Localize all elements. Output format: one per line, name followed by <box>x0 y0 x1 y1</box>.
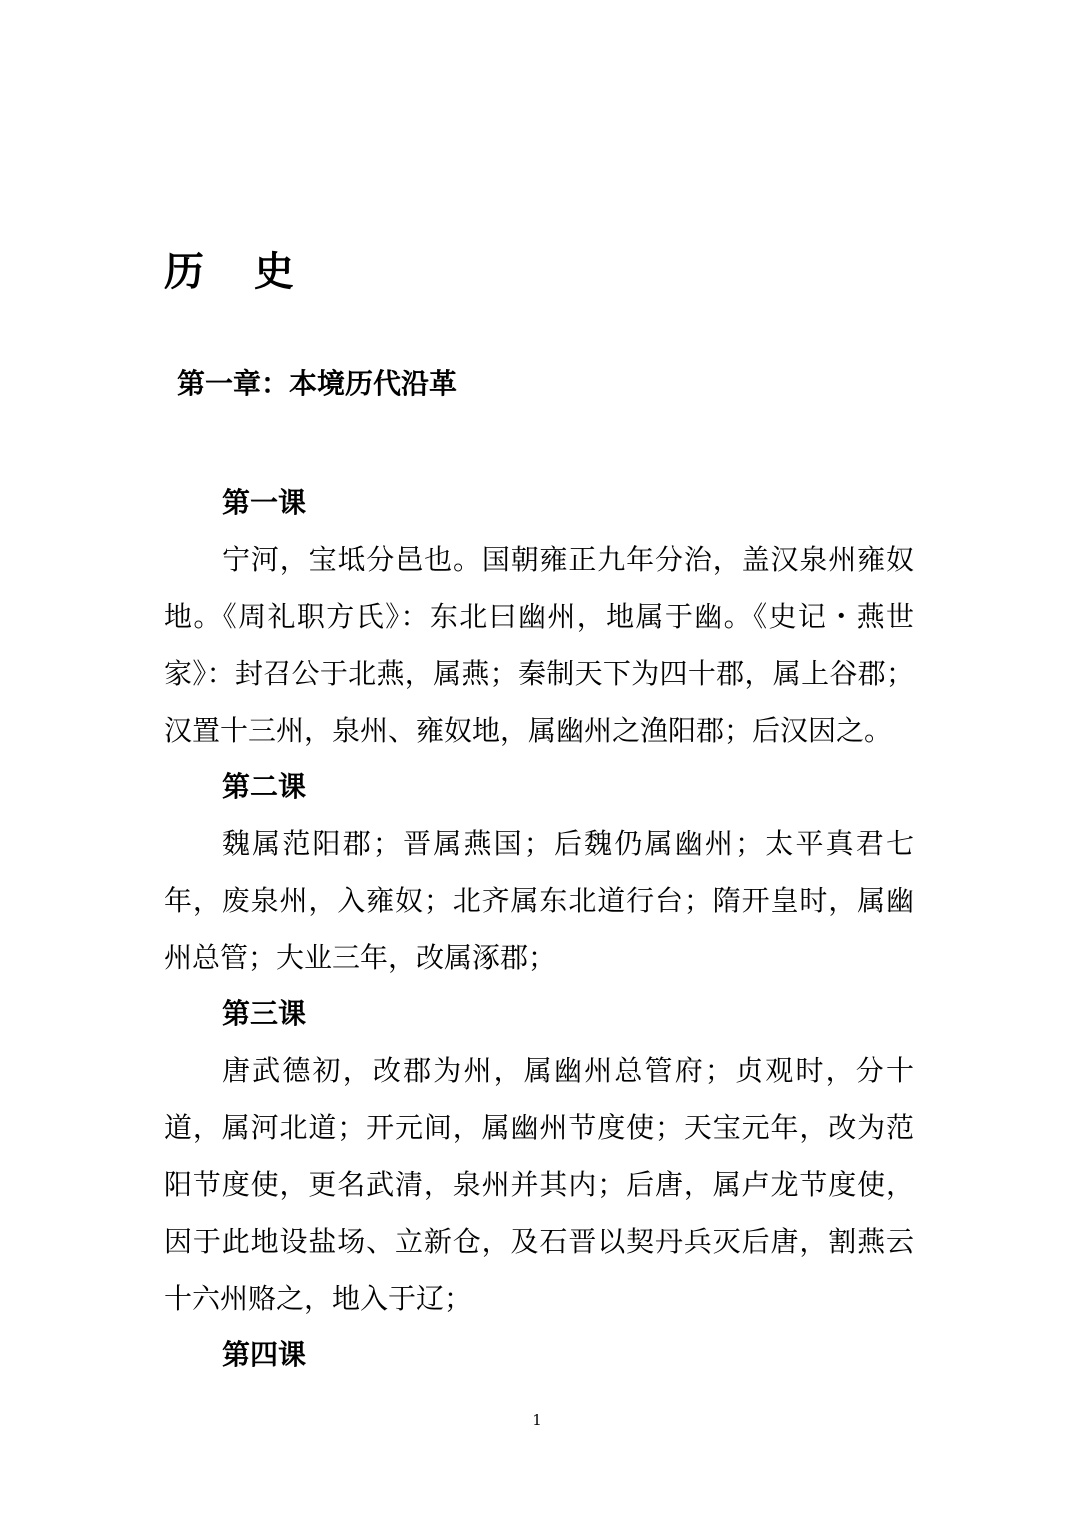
chapter-title: 第一章：本境历代沿革 <box>177 367 458 400</box>
lesson-body: 宁河，宝坻分邑也。国朝雍正九年分治，盖汉泉州雍奴地。《周礼职方氏》：东北曰幽州，地属于幽。《史记・燕世家》：封召公于北燕，属燕；秦制天下为四十郡，属上谷郡；汉置十三州，泉州、雍奴地，属幽州之渔阳郡；后汉因之。 <box>164 543 914 747</box>
document-title: 历 史 <box>164 248 312 295</box>
lesson-body: 魏属范阳郡；晋属燕国；后魏仍属幽州；太平真君七年，废泉州，入雍奴；北齐属东北道行台；隋开皇时，属幽州总管；大业三年，改属涿郡； <box>164 827 914 974</box>
lesson-title: 第四课 <box>222 1338 307 1371</box>
lesson-title: 第三课 <box>222 997 307 1030</box>
page-number: 1 <box>532 1411 542 1429</box>
lesson-title: 第一课 <box>222 486 307 519</box>
lessons-section <box>164 475 914 1383</box>
lesson-title: 第二课 <box>222 770 307 803</box>
lesson-body: 唐武德初，改郡为州，属幽州总管府；贞观时，分十道，属河北道；开元间，属幽州节度使；天宝元年，改为范阳节度使，更名武清，泉州并其内；后唐，属卢龙节度使，因于此地设盐场、立新仓，及石晋以契丹兵灭后唐，割燕云十六州赂之，地入于辽； <box>164 1054 914 1315</box>
